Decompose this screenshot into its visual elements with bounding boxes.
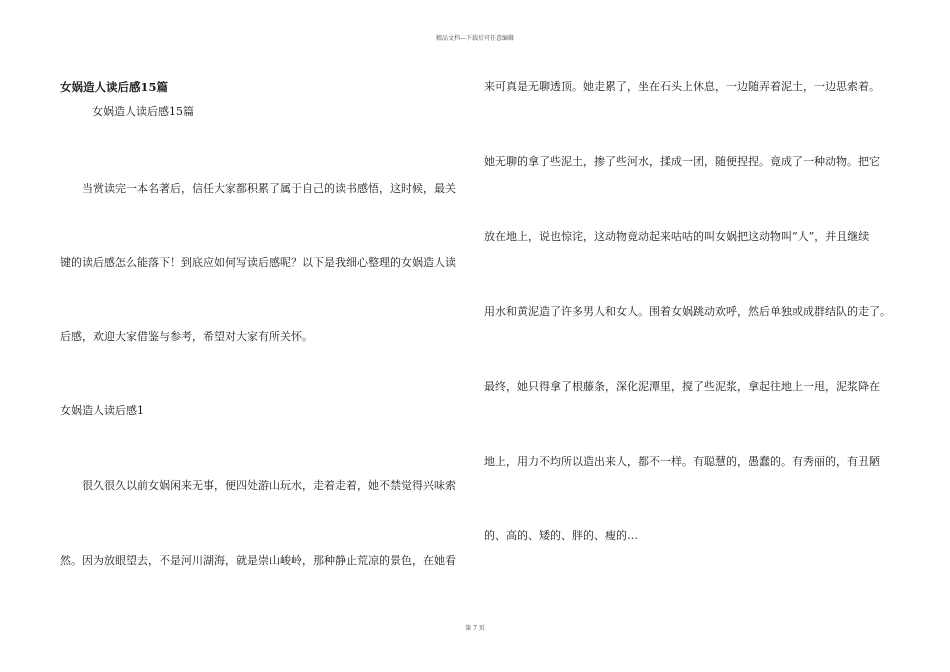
page-header: 精品文档---下载后可任意编辑 [435,35,515,42]
right-line-7: 的、高的、矮的、胖的、瘦的… [484,529,638,542]
body-line-2: 然。因为放眼望去，不是河川湖海，就是崇山峻岭，那种静止荒凉的景色，在她看 [60,554,456,567]
intro-line-3: 后感，欢迎大家借鉴与参考，希望对大家有所关怀。 [60,330,313,343]
intro-line-1: 当赏读完一本名著后，信任大家都积累了属于自己的读书感悟，这时候，最关 [82,182,456,195]
intro-line-2: 键的读后感怎么能落下！到底应如何写读后感呢？以下是我细心整理的女娲造人读 [60,256,456,269]
right-line-1: 来可真是无聊透顶。她走累了，坐在石头上休息，一边随弄着泥土，一边思索着。 [484,80,880,93]
body-line-1: 很久很久以前女娲闲来无事，便四处游山玩水，走着走着，她不禁觉得兴味索 [82,479,456,492]
right-line-2: 她无聊的拿了些泥土，掺了些河水，揉成一团，随便捏捏。竟成了一种动物。把它 [484,155,880,168]
page-number: 第 7 页 [465,625,485,632]
section-heading: 女娲造人读后感1 [60,404,144,417]
right-line-4: 用水和黄泥造了许多男人和女人。围着女娲跳动欢呼，然后单独或成群结队的走了。 [484,305,891,318]
right-line-5: 最终，她只得拿了根藤条，深化泥潭里，搅了些泥浆，拿起往地上一甩，泥浆降在 [484,380,880,393]
right-line-3: 放在地上，说也惊诧，这动物竟动起来咕咕的叫女娲把这动物叫“人”，并且继续 [484,230,870,243]
right-line-6: 地上，用力不均所以造出来人，都不一样。有聪慧的，愚蠢的。有秀丽的，有丑陋 [484,455,880,468]
document-title: 女娲造人读后感15篇 [60,80,169,94]
document-subtitle: 女娲造人读后感15篇 [92,105,194,118]
